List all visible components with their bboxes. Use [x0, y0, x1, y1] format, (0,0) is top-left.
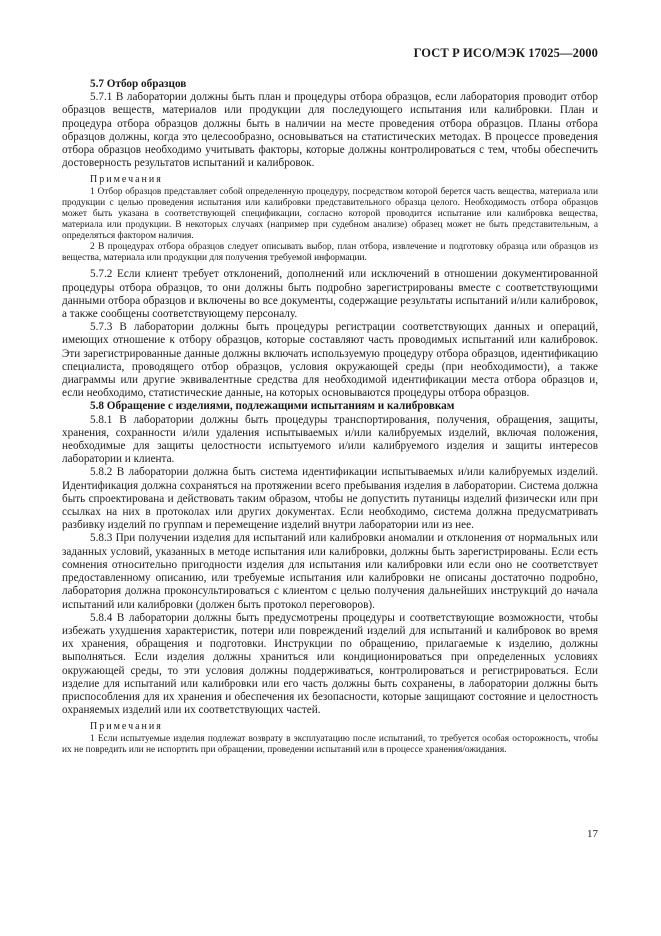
note-2: 2 В процедурах отбора образцов следует описывать выбор, план отбора, извлечение и подготовку образца или образцов из вещества, материала или продукции для получения требуемой информации. — [62, 242, 598, 264]
paragraph-5-7-1: 5.7.1 В лаборатории должны быть план и процедуры отбора образцов, если лаборатория проводит отбор образцов веществ, материалов или продукции для последующего испытания или калибровки. План и процедура отбора образцов должны быть в наличии на месте проведения отбора образцов. Планы отбора образцов должны, когда это целесообразно, основываться на статистических методах. В процессе проведения отбора образцов необходимо учитывать факторы, которые должны контролироваться с тем, чтобы обеспечить достоверность результатов испытаний и калибровок. — [62, 91, 598, 170]
paragraph-5-7-2: 5.7.2 Если клиент требует отклонений, дополнений или исключений в отношении документированной процедуры отбора образцов, то они должны быть подробно зарегистрированы вместе с соответствующими данными отбора образцов и включены во все документы, содержащие результаты испытаний и/или калибровок, а также сообщены соответствующему персоналу. — [62, 268, 598, 321]
section-heading-5-8: 5.8 Обращение с изделиями, подлежащими испытаниям и калибровкам — [90, 400, 455, 413]
notes-title: Примечания — [90, 174, 163, 186]
paragraph-5-8-2: 5.8.2 В лаборатории должна быть система идентификации испытываемых и/или калибруемых изделий. Идентификация должна сохраняться на протяжении всего пребывания изделия в лаборатории. Система должна быть спроектирована и действовать таким образом, чтобы не допустить путаницы изделий физически или при ссылках на них в протоколах или других документах. Если необходимо, система должна предусматривать разбивку изделий по группам и перемещение изделий внутри лаборатории или из нее. — [62, 466, 598, 532]
section-heading-5-7: 5.7 Отбор образцов — [90, 78, 187, 90]
page-content — [62, 78, 598, 756]
paragraph-5-8-1: 5.8.1 В лаборатории должны быть процедуры транспортирования, получения, обращения, защиты, хранения, сохранности и/или удаления испытываемых и/или калибруемых изделий, включая положения, необходимые для защиты целостности испытуемого и/или калибруемого изделия и защиты интересов лаборатории и клиента. — [62, 413, 598, 466]
note-1: 1 Если испытуемые изделия подлежат возврату в эксплуатацию после испытаний, то требуется особая осторожность, чтобы их не повредить или не испортить при обращении, проведении испытаний или в процессе хранения/ожидания. — [62, 734, 598, 756]
paragraph-5-8-3: 5.8.3 При получении изделия для испытаний или калибровки аномалии и отклонения от нормальных или заданных условий, указанных в методе испытания или калибровки, должны быть зарегистрированы. Если есть сомнения относительно пригодности изделия для испытания или калибровки или если оно не соответствует предоставленному описанию, или требуемые испытания или калибровки не описаны достаточно подробно, лаборатория должна проконсультироваться с клиентом с целью получения дальнейших инструкций до начала испытаний или калибровки (должен быть протокол переговоров). — [62, 532, 598, 611]
paragraph-5-8-4: 5.8.4 В лаборатории должны быть предусмотрены процедуры и соответствующие возможности, чтобы избежать ухудшения характеристик, потери или повреждений изделий для испытаний и калибровок во время их хранения, обращения и подготовки. Инструкции по обращению, прилагаемые к изделию, должны выполняться. Если изделия должны храниться или кондиционироваться при определенных условиях окружающей среды, то эти условия должны поддерживаться, контролироваться и регистрироваться. Если изделие для испытаний или калибровки или его часть должны быть сохранены, в лаборатории должны быть приспособления для их хранения и обеспечения их безопасности, которые защищают состояние и целостность охраняемых изделий или их соответствующих частей. — [62, 611, 598, 717]
standard-header: ГОСТ Р ИСО/МЭК 17025—2000 — [413, 46, 598, 60]
note-1: 1 Отбор образцов представляет собой определенную процедуру, посредством которой берется часть вещества, материала или продукции с целью проведения испытания или калибровки представительного образца целого. Необходимость отбора образцов может быть указана в соответствующей спецификации, согласно которой проводится испытание или калибровка вещества, материала или продукции. В некоторых случаях (например при судебном анализе) образец может не быть представительным, а определяться фактором наличия. — [62, 187, 598, 242]
paragraph-5-7-3: 5.7.3 В лаборатории должны быть процедуры регистрации соответствующих данных и операций, имеющих отношение к отбору образцов, которые составляют часть проводимых испытаний или калибровок. Эти зарегистрированные данные должны включать используемую процедуру отбора образцов, идентификацию специалиста, проводящего отбор образцов, условия окружающей среды (при необходимости), а также диаграммы или другие эквивалентные средства для необходимой идентификации места отбора образцов и, если необходимо, статистические данные, на которых основываются процедуры отбора образцов. — [62, 321, 598, 400]
notes-title: Примечания — [90, 721, 163, 733]
page-number: 17 — [587, 828, 598, 840]
